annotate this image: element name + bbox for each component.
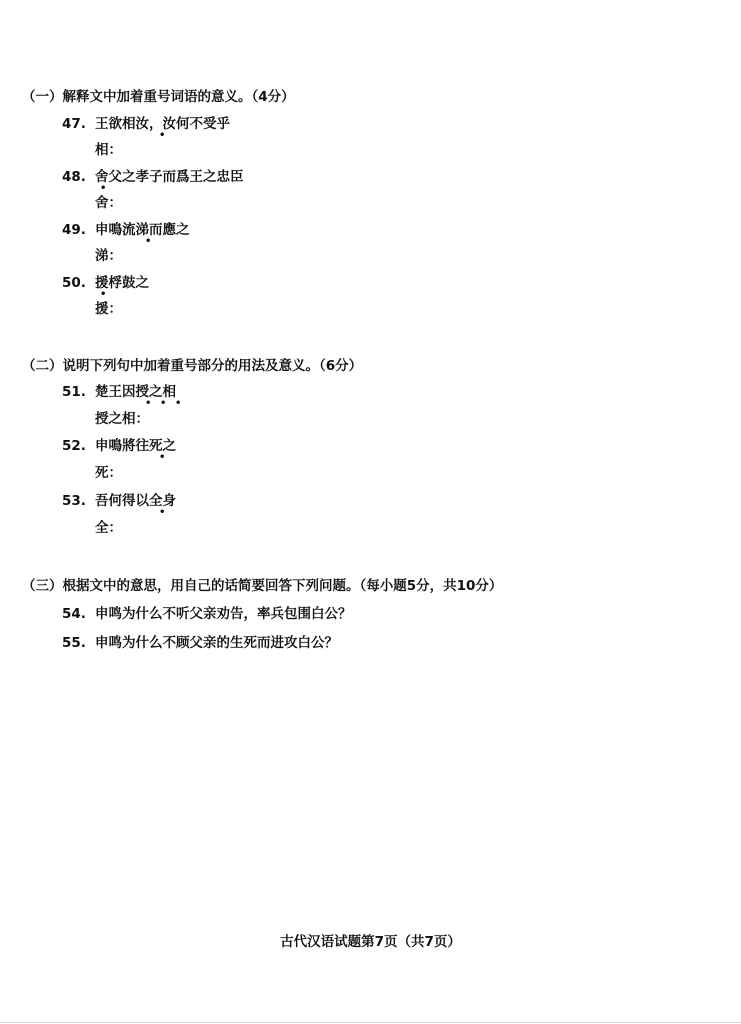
answer-48-prompt: 舍：: [95, 195, 122, 211]
answer-51-prompt: 授之相：: [95, 411, 149, 427]
answer-49-prompt: 涕：: [95, 248, 122, 264]
emphasis-dot: •: [100, 289, 107, 300]
question-48-sentence: 舍父之孝子而爲王之忠臣: [95, 169, 244, 185]
question-55-sentence: 申鸣为什么不顾父亲的生死而进攻白公？: [95, 635, 338, 651]
question-49: [62, 221, 190, 239]
question-54-sentence: 申鸣为什么不听父亲劝告，率兵包围白公？: [95, 606, 352, 622]
emphasis-dot: •: [145, 236, 152, 247]
question-49-sentence: 申鳴流涕而應之: [95, 222, 190, 238]
question-55-number: 55.: [62, 635, 86, 651]
question-52-sentence: 申鳴將往死之: [95, 438, 176, 454]
question-51-sentence: 楚王因授之相: [95, 384, 176, 400]
answer-50-prompt: 援：: [95, 301, 122, 317]
question-52-number: 52.: [62, 438, 86, 454]
question-49-number: 49.: [62, 222, 86, 238]
question-48-number: 48.: [62, 169, 86, 185]
bottom-border-line: [0, 1022, 741, 1023]
question-50-sentence: 援桴鼓之: [95, 275, 149, 291]
question-51: [62, 383, 176, 401]
emphasis-dot: •: [100, 183, 107, 194]
answer-52-prompt: 死：: [95, 465, 122, 481]
emphasis-dot: •: [159, 452, 166, 463]
section-2-heading: （二）说明下列句中加着重号部分的用法及意义。（6分）: [22, 358, 363, 374]
question-53-number: 53.: [62, 493, 86, 509]
question-47-sentence: 王欲相汝，汝何不受乎: [95, 116, 230, 132]
answer-53-prompt: 全：: [95, 520, 122, 536]
question-55: [62, 634, 338, 652]
emphasis-dot: •: [159, 130, 166, 141]
question-50-number: 50.: [62, 275, 86, 291]
question-54: [62, 605, 352, 623]
section-1-heading: （一）解释文中加着重号词语的意义。（4分）: [22, 89, 295, 105]
question-47: [62, 115, 230, 133]
question-53-sentence: 吾何得以全身: [95, 493, 176, 509]
question-51-number: 51.: [62, 384, 86, 400]
question-47-number: 47.: [62, 116, 86, 132]
question-48: [62, 168, 244, 186]
page-footer: 古代汉语试题第7页（共7页）: [280, 934, 461, 950]
emphasis-dot: •: [160, 398, 167, 409]
emphasis-dot: •: [145, 398, 152, 409]
question-54-number: 54.: [62, 606, 86, 622]
answer-47-prompt: 相：: [95, 142, 122, 158]
section-3-heading: （三）根据文中的意思，用自己的话简要回答下列问题。（每小题5分，共10分）: [22, 578, 503, 594]
emphasis-dot: •: [159, 507, 166, 518]
emphasis-dot: •: [175, 398, 182, 409]
